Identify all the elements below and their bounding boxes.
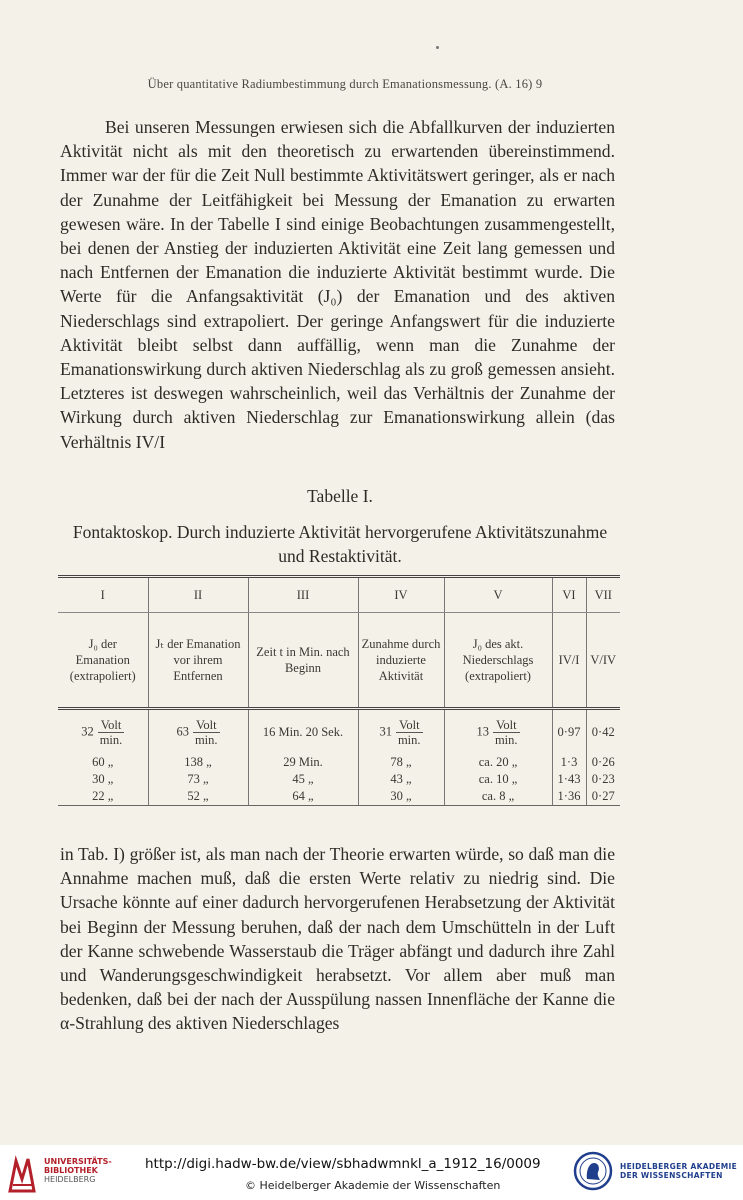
table-cell: 0·23 [586, 771, 620, 788]
col-number: III [248, 577, 358, 613]
table-cell: 138 „ [148, 754, 248, 771]
academy-name[interactable]: HEIDELBERGER AKADEMIE DER WISSENSCHAFTEN [620, 1162, 738, 1180]
table-cell: ca. 8 „ [444, 788, 552, 806]
running-head: Über quantitative Radiumbestimmung durch Emanationsmessung. (A. 16) 9 [147, 77, 543, 91]
paragraph-text: in Tab. I) größer ist, als man nach der Theorie erwarten würde, so daß man die Annahme machen muß, daß die ersten Werte relativ zu niedrig sind. Die Ursache könnte auf einer dadurch hervorgerufenen Herabsetzung der Aktivität bei Beginn der Messung beruhen, daß der nach dem Umschütteln in der Luft der Kanne schwebende Wasserstaub die Träger abfängt und dadurch ihre Zahl und Wanderungsgeschwindigkeit herabsetzt. Vor allem aber muß man bedenken, daß bei der nach der Ausspülung nassen Innenfläche der Kanne die α-Strahlung des aktiven Niederschlages [60, 844, 615, 1034]
academy-seal-icon[interactable] [573, 1151, 613, 1191]
table-cell: 1·36 [552, 788, 586, 806]
data-table [58, 575, 620, 806]
table-cell: 16 Min. 20 Sek. [248, 709, 358, 755]
table-row [58, 788, 620, 806]
table-caption: Fontaktoskop. Durch induzierte Aktivität hervorgerufene Aktivitätszunahme und Restaktivität. [72, 522, 608, 566]
col-number: II [148, 577, 248, 613]
footer-bar [0, 1145, 743, 1200]
col-heading: J₀ des akt. Niederschlags (extrapoliert) [444, 613, 552, 709]
table-cell: 0·26 [586, 754, 620, 771]
table-cell: 30 „ [358, 788, 444, 806]
table-cell: 1·3 [552, 754, 586, 771]
table-cell: 52 „ [148, 788, 248, 806]
col-heading: Jₜ der Emanation vor ihrem Entfernen [148, 613, 248, 709]
table-cell: ca. 20 „ [444, 754, 552, 771]
col-heading: J₀ der Emanation (extrapoliert) [58, 613, 148, 709]
col-heading: IV/I [552, 613, 586, 709]
table-cell: 31 $\frac{\text{Volt}}{\min.}$ [358, 709, 444, 755]
column-number-row [58, 577, 620, 613]
table-cell: 30 „ [92, 772, 114, 786]
col-heading: V/IV [586, 613, 620, 709]
table-cell: 13 $\frac{\text{Volt}}{\min.}$ [444, 709, 552, 755]
unit-fraction: $\frac{\text{Volt}}{\min.}$ [396, 718, 423, 747]
table-row [58, 709, 620, 755]
permalink-url[interactable]: http://digi.hadw-bw.de/view/sbhadwmnkl_a_1912_16/0009 [145, 1156, 541, 1172]
table-cell: 0·42 [586, 709, 620, 755]
table-row [58, 754, 620, 771]
table-cell: 32 $\frac{\text{Volt}}{\min.}$ [58, 709, 148, 755]
table-cell: ca. 10 „ [444, 771, 552, 788]
col-number: VI [552, 577, 586, 613]
col-number: V [444, 577, 552, 613]
col-heading: Zeit t in Min. nach Beginn [248, 613, 358, 709]
table-row [58, 771, 620, 788]
table-cell: 0·27 [586, 788, 620, 806]
table-cell: 45 „ [248, 771, 358, 788]
table-cell: 0·97 [552, 709, 586, 755]
paragraph-text: Bei unseren Messungen erwiesen sich die Abfallkurven der induzierten Aktivität nicht als mit den theoretisch zu erwartenden übereinstimmend. Immer war der für die Zeit Null bestimmte Aktivitätswert geringer, als er nach der Zunahme der Leitfähigkeit bei Messung der Emanation zu erwarten gewesen wäre. In der Tabelle I sind einige Beobachtungen zusammengestellt, bei denen der Anstieg der induzierten Aktivität eine Zeit lang gemessen und nach Entfernen der Emanation die induzierte Aktivität bestimmt wurde. Die Werte für die Anfangsaktivität (J₀) der Emanation und des aktiven Niederschlags sind extrapoliert. Der geringe Anfangswert für die induzierte Aktivität bleibt selbst dann auffällig, wenn man die Zunahme der Emanationswirkung durch aktiven Niederschlag als zu groß gemessen ansieht. Letzteres ist deswegen wahrscheinlich, weil das Verhältnis der Zunahme der Wirkung durch aktiven Niederschlag zur Emanationswirkung allein (das Verhältnis IV/I [60, 117, 615, 452]
table-cell: 73 „ [148, 771, 248, 788]
table-cell: 63 $\frac{\text{Volt}}{\min.}$ [148, 709, 248, 755]
table-cell: 43 „ [358, 771, 444, 788]
col-heading: Zunahme durch induzierte Aktivität [358, 613, 444, 709]
unit-fraction: $\frac{\text{Volt}}{\min.}$ [493, 718, 520, 747]
body-paragraph-2 [60, 842, 615, 1036]
column-heading-row [58, 613, 620, 709]
col-number: VII [586, 577, 620, 613]
table-cell: 22 „ [58, 788, 148, 806]
table-cell: 60 „ [92, 755, 114, 769]
col-number: I [58, 577, 148, 613]
page-speck [436, 46, 439, 49]
university-library-logo-icon[interactable] [6, 1155, 40, 1195]
table-cell: 64 „ [248, 788, 358, 806]
unit-fraction: $\frac{\text{Volt}}{\min.}$ [193, 718, 220, 747]
unit-fraction: $\frac{\text{Volt}}{\min.}$ [98, 718, 125, 747]
table-title: Tabelle I. [307, 486, 373, 506]
table-cell: 78 „ [358, 754, 444, 771]
body-paragraph-1 [60, 115, 615, 454]
university-library-name[interactable]: UNIVERSITÄTS- BIBLIOTHEK HEIDELBERG [44, 1157, 112, 1184]
table-cell: 1·43 [552, 771, 586, 788]
col-number: IV [358, 577, 444, 613]
copyright-notice: © Heidelberger Akademie der Wissenschaften [245, 1179, 501, 1192]
table-cell: 29 Min. [248, 754, 358, 771]
